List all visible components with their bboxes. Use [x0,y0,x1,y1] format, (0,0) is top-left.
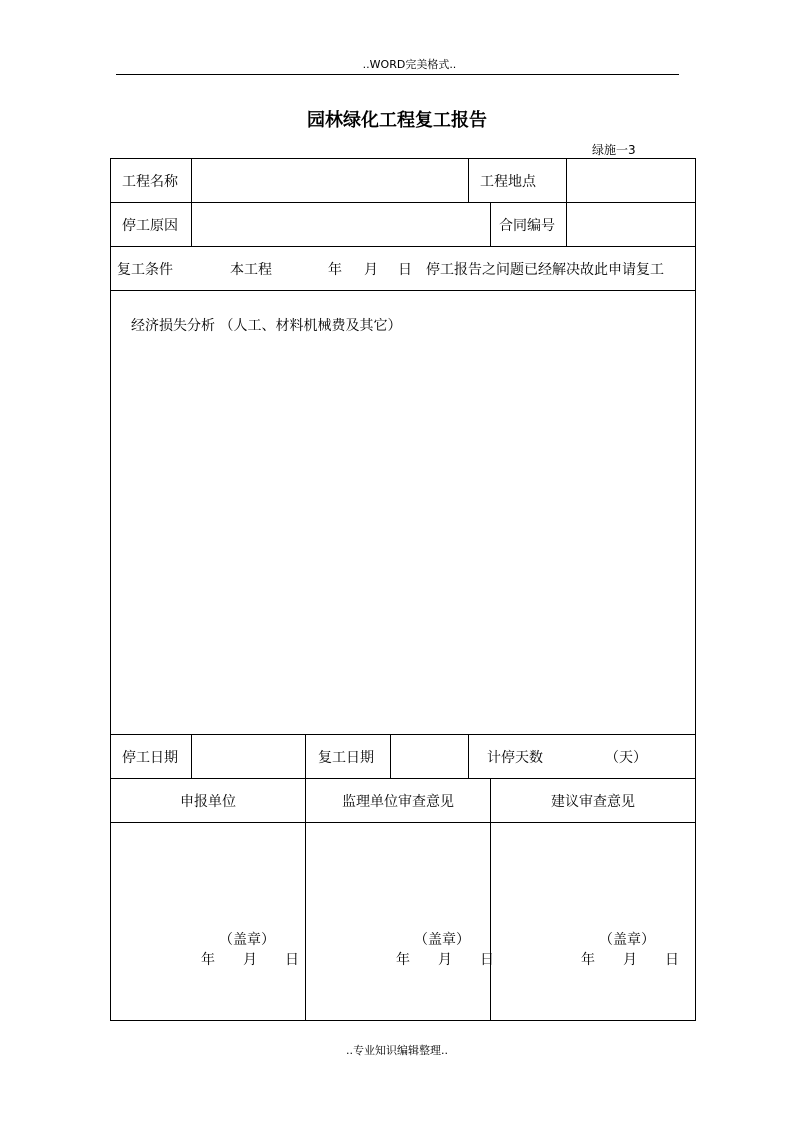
this-project-text: 本工程 [230,261,272,278]
applicant-header: 申报单位 [111,779,306,823]
month-text: 月 [364,261,378,278]
day-text: 日 [398,261,412,278]
contract-no-label: 合同编号 [491,203,567,247]
supervisor-sign-cell[interactable] [306,823,494,1021]
header-text: ..WORD完美格式.. [362,58,457,71]
row-dates [111,735,696,779]
loss-analysis-field[interactable] [111,291,696,735]
loss-analysis-label: 经济损失分析 （人工、材料机械费及其它） [131,318,402,334]
applicant-date: 年 月 日 [201,952,299,968]
suggest-sign-cell[interactable] [491,823,696,1021]
stop-date-label: 停工日期 [111,735,192,779]
project-name-label: 工程名称 [111,159,192,203]
project-location-field[interactable] [567,159,696,203]
stop-reason-label: 停工原因 [111,203,192,247]
suggest-seal: （盖章） [599,932,655,948]
stop-days-unit: （天） [605,749,647,766]
contract-no-field[interactable] [567,203,696,247]
page-footer: ..专业知识编辑整理.. [346,1044,448,1057]
row-signatures [111,823,696,1021]
suggest-review-header: 建议审查意见 [491,779,696,823]
stop-reason-field[interactable] [192,203,491,247]
row-project-name [111,159,696,203]
resume-statement: 停工报告之问题已经解决故此申请复工 [426,261,664,278]
page-header [116,58,679,75]
resume-date-field[interactable] [391,735,469,779]
document-title: 园林绿化工程复工报告 [307,110,487,131]
row-stop-reason [111,203,696,247]
applicant-seal: （盖章） [219,932,275,948]
form-code: 绿施一3 [592,143,636,157]
resume-condition-label: 复工条件 [117,261,173,278]
stop-date-field[interactable] [192,735,306,779]
row-resume-condition [111,247,696,291]
row-review-headers [111,779,696,823]
supervisor-date: 年 月 日 [396,952,494,968]
year-text: 年 [328,261,342,278]
resume-condition-cell [111,247,696,291]
stop-days-cell[interactable] [469,735,696,779]
supervisor-seal: （盖章） [414,932,470,948]
stop-days-label: 计停天数 [487,749,543,766]
resume-work-form [110,158,696,1021]
project-name-field[interactable] [192,159,469,203]
resume-date-label: 复工日期 [306,735,391,779]
row-loss-analysis [111,291,696,735]
project-location-label: 工程地点 [469,159,567,203]
supervisor-review-header: 监理单位审查意见 [306,779,491,823]
applicant-sign-cell[interactable] [111,823,306,1021]
suggest-date: 年 月 日 [581,952,679,968]
